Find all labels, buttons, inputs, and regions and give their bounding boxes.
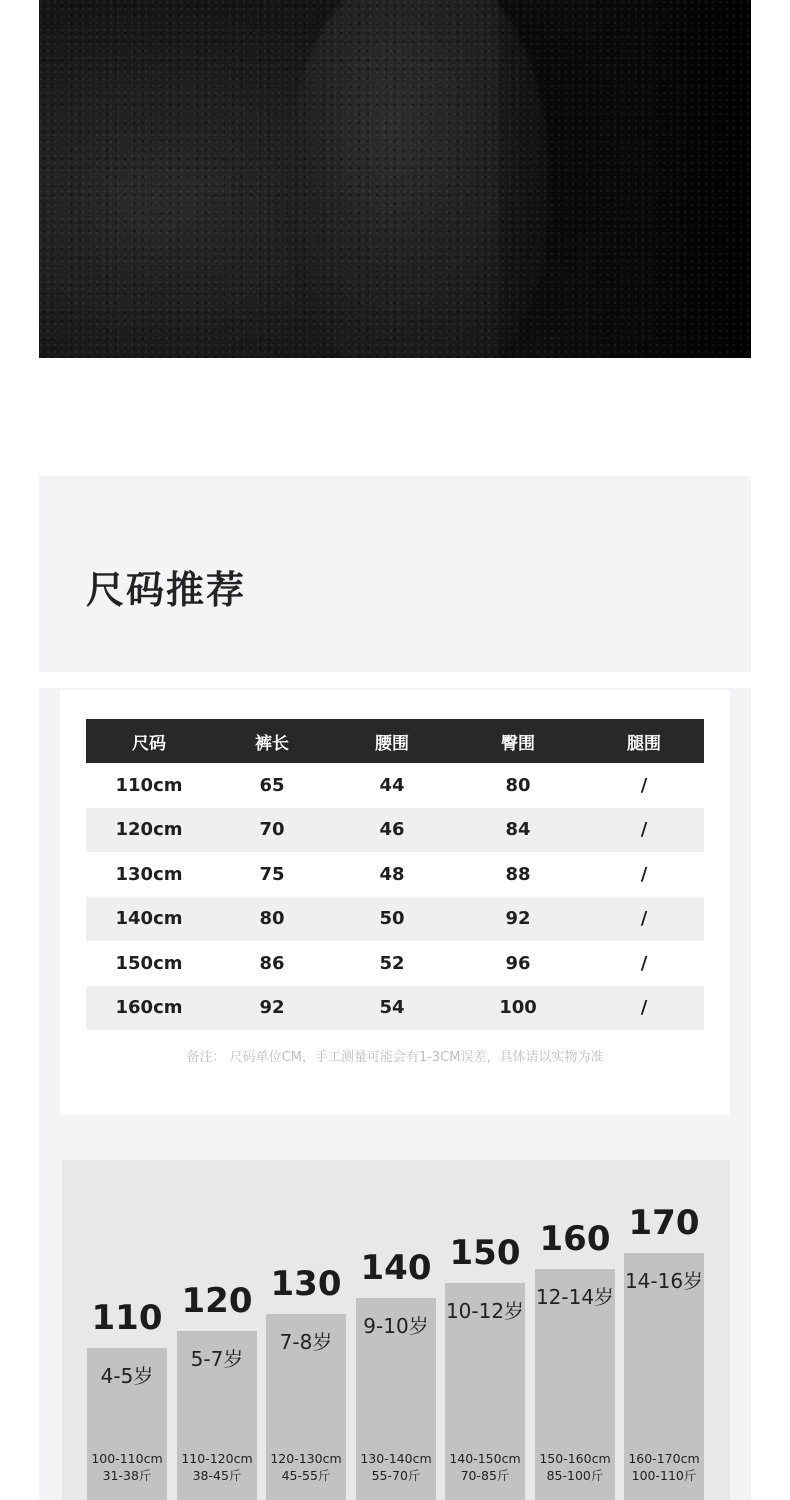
- cell-hip: 84: [452, 808, 584, 853]
- cell-length: 80: [212, 897, 332, 942]
- bar-age: 5-7岁: [190, 1347, 244, 1371]
- table-row: [86, 808, 704, 853]
- bar-range: [262, 1450, 350, 1484]
- bar-age: 10-12岁: [445, 1299, 525, 1323]
- section-title: 尺码推荐: [86, 568, 247, 612]
- header-waist: 腰围: [332, 719, 452, 763]
- size-bar: [445, 1283, 525, 1500]
- cell-leg: /: [584, 808, 704, 853]
- bar-size-label: 110: [91, 1298, 163, 1338]
- bar-age: 12-14岁: [535, 1285, 615, 1309]
- bar-weight: 45-55斤: [281, 1468, 331, 1483]
- bar-weight: 38-45斤: [192, 1468, 242, 1483]
- table-row: [86, 986, 704, 1031]
- section-header: [39, 476, 751, 672]
- bar-height: 110-120cm: [181, 1451, 253, 1466]
- cell-hip: 100: [452, 986, 584, 1031]
- size-bar: [87, 1348, 167, 1500]
- cell-leg: /: [640, 774, 648, 796]
- cell-size: 130cm: [115, 863, 183, 885]
- bar-range: [441, 1450, 529, 1484]
- header-length: 裤长: [212, 719, 332, 763]
- bar-age: 14-16岁: [624, 1269, 704, 1293]
- bar-range: [620, 1450, 708, 1484]
- cell-size: 110cm: [115, 774, 183, 796]
- table-row: [86, 852, 704, 897]
- cell-hip: 88: [505, 863, 531, 885]
- cell-leg: /: [640, 863, 648, 885]
- measurement-note: 备注： 尺码单位CM，手工测量可能会有1-3CM误差，具体请以实物为准: [186, 1050, 604, 1065]
- bar-size-label: 170: [628, 1203, 700, 1243]
- cell-size: 160cm: [86, 986, 212, 1031]
- cell-waist: 54: [332, 986, 452, 1031]
- bar-height: 140-150cm: [449, 1451, 521, 1466]
- bar-size-label: 140: [360, 1248, 432, 1288]
- cell-length: 75: [259, 863, 285, 885]
- cell-size: 150cm: [115, 952, 183, 974]
- bar-range: [352, 1450, 440, 1484]
- cell-hip: 96: [505, 952, 531, 974]
- bar-size-label: 160: [539, 1219, 611, 1259]
- bar-range: [173, 1450, 261, 1484]
- bar-height: 130-140cm: [360, 1451, 432, 1466]
- cell-waist: 52: [379, 952, 405, 974]
- cell-waist: 46: [332, 808, 452, 853]
- bar-weight: 100-110斤: [631, 1468, 697, 1483]
- fleece-texture: [39, 0, 751, 358]
- cell-size: 120cm: [86, 808, 212, 853]
- size-bar: [266, 1314, 346, 1500]
- cell-waist: 50: [332, 897, 452, 942]
- cell-leg: /: [584, 897, 704, 942]
- bar-size-label: 130: [270, 1264, 342, 1304]
- header-size: 尺码: [86, 719, 212, 763]
- cell-length: 65: [259, 774, 285, 796]
- product-fabric-photo: [39, 0, 751, 358]
- bar-height: 160-170cm: [628, 1451, 700, 1466]
- size-bar: [624, 1253, 704, 1500]
- bar-age: 7-8岁: [279, 1330, 333, 1354]
- bar-weight: 31-38斤: [102, 1468, 152, 1483]
- header-hip: 臀围: [452, 719, 584, 763]
- cell-waist: 44: [379, 774, 405, 796]
- bar-age: 4-5岁: [100, 1364, 154, 1388]
- bar-weight: 55-70斤: [371, 1468, 421, 1483]
- size-bar: [356, 1298, 436, 1500]
- bar-size-label: 150: [449, 1233, 521, 1273]
- size-table: [86, 719, 704, 1030]
- cell-hip: 80: [505, 774, 531, 796]
- table-header-row: [86, 719, 704, 763]
- size-bar: [535, 1269, 615, 1500]
- bar-weight: 70-85斤: [460, 1468, 510, 1483]
- bar-height: 150-160cm: [539, 1451, 611, 1466]
- cell-hip: 92: [452, 897, 584, 942]
- table-row: [86, 897, 704, 942]
- bar-size-label: 120: [181, 1281, 253, 1321]
- cell-waist: 48: [379, 863, 405, 885]
- size-bar: [177, 1331, 257, 1500]
- bar-height: 120-130cm: [270, 1451, 342, 1466]
- bar-age: 9-10岁: [363, 1314, 429, 1338]
- bar-height: 100-110cm: [91, 1451, 163, 1466]
- header-leg: 腿围: [584, 719, 704, 763]
- table-row: [86, 763, 704, 808]
- cell-length: 70: [212, 808, 332, 853]
- cell-leg: /: [584, 986, 704, 1031]
- bar-range: [531, 1450, 619, 1484]
- cell-leg: /: [640, 952, 648, 974]
- cell-length: 86: [259, 952, 285, 974]
- table-row: [86, 941, 704, 986]
- bar-range: [83, 1450, 171, 1484]
- cell-size: 140cm: [86, 897, 212, 942]
- bar-weight: 85-100斤: [546, 1468, 604, 1483]
- cell-length: 92: [212, 986, 332, 1031]
